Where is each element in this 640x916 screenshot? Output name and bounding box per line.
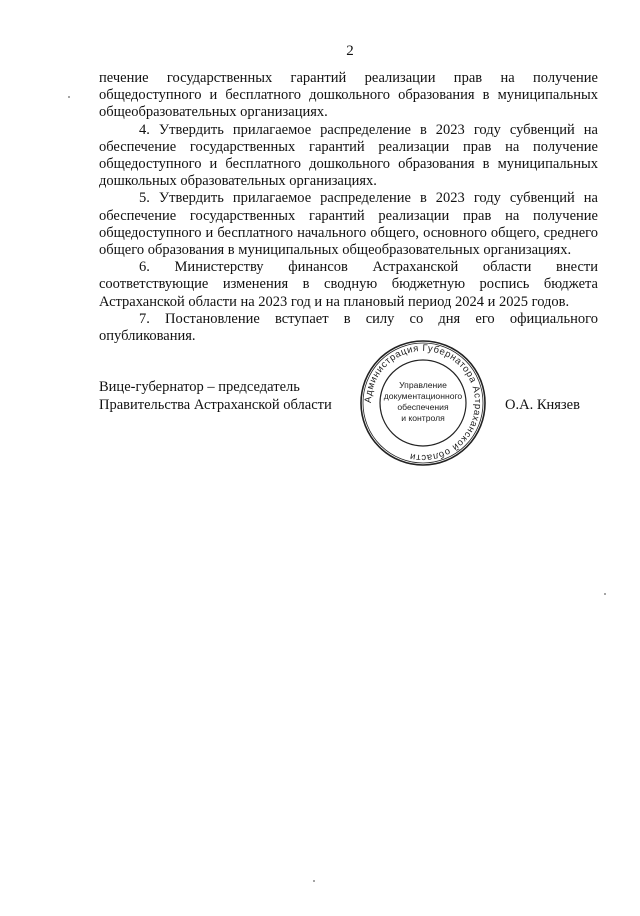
document-body bbox=[99, 70, 598, 345]
signatory-position bbox=[99, 378, 332, 414]
scan-speck bbox=[313, 880, 315, 882]
signatory-position-line2: Правительства Астраханской области bbox=[99, 397, 332, 413]
signatory-name: О.А. Князев bbox=[505, 397, 580, 413]
stamp-center-line4: и контроля bbox=[401, 413, 445, 423]
scan-speck bbox=[68, 96, 70, 98]
stamp-center-line1: Управление bbox=[399, 380, 447, 390]
paragraph-6: 6. Министерству финансов Астраханской области внести соответствующие изменения в сводную бюджетную роспись бюджета Астраханской области на 2023 год и на плановый период 2024 и 2025 годов. bbox=[99, 259, 598, 310]
signatory-position-line1: Вице-губернатор – председатель bbox=[99, 379, 300, 395]
paragraph-continuation: печение государственных гарантий реализации прав на получение общедоступного и бесплатного дошкольного образования в муниципальных общеобразовательных организациях. bbox=[99, 70, 598, 121]
page-number: 2 bbox=[346, 43, 354, 59]
stamp-seal bbox=[358, 338, 488, 468]
official-stamp bbox=[358, 338, 488, 468]
stamp-outer-text: Администрация Губернатора Астраханской области bbox=[362, 342, 484, 464]
paragraph-4: 4. Утвердить прилагаемое распределение в 2023 году субвенций на обеспечение государственных гарантий реализации прав на получение общедоступного и бесплатного дошкольного образования в муниципальных дошкольных образовательных организациях. bbox=[99, 121, 598, 190]
stamp-center-line3: обеспечения bbox=[397, 402, 449, 412]
paragraph-7: 7. Постановление вступает в силу со дня его официального опубликования. bbox=[99, 310, 598, 345]
stamp-center-line2: документационного bbox=[383, 391, 463, 401]
paragraph-5: 5. Утвердить прилагаемое распределение в 2023 году субвенций на обеспечение государственных гарантий реализации прав на получение общедоступного и бесплатного начального общего, основного общего, среднего общего образования в муниципальных общеобразовательных организациях. bbox=[99, 190, 598, 259]
scan-speck bbox=[604, 593, 606, 595]
